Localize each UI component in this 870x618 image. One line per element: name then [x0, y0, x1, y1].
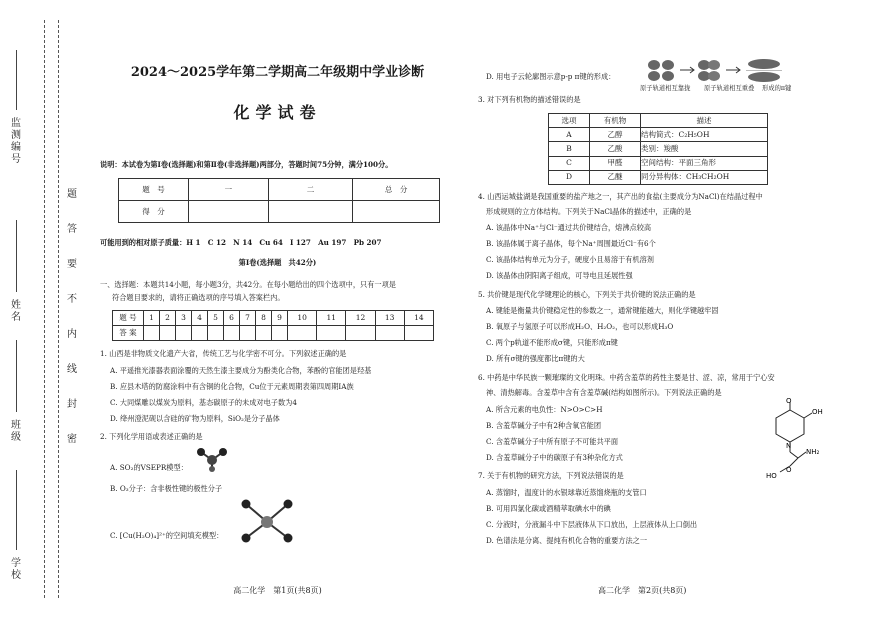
answer-cell[interactable]	[256, 326, 272, 341]
q7-option-b: B. 可用四氯化碳或酒精萃取碘水中的碘	[486, 504, 611, 513]
mimosine-structure-icon	[760, 398, 840, 480]
class-label: 班 级	[11, 420, 21, 443]
mol-label-oh: OH	[812, 408, 823, 416]
q3-cell: A	[549, 128, 590, 142]
q3-cell: 乙酸	[590, 142, 641, 156]
answer-cell[interactable]	[346, 326, 375, 341]
answer-cell[interactable]	[176, 326, 192, 341]
warning-char: 要	[67, 259, 77, 270]
subject-title: 化学试卷	[233, 103, 322, 122]
mol-label-o2: O	[786, 466, 792, 474]
answer-cell[interactable]	[160, 326, 176, 341]
answer-number: 10	[288, 311, 317, 326]
q2-option-b: B. O₃分子：含非极性键的极性分子	[110, 484, 223, 493]
q1-option-b: B. 应县木塔的防腐涂料中有含铜的化合物，Cu位于元素周期表第四周期IA族	[110, 382, 354, 391]
question-3: 3. 对下列有机物的描述错误的是	[478, 95, 581, 104]
q3-cell: 乙醇	[590, 128, 641, 142]
question-6-line-1: 6. 中药是中华民族一颗璀璨的文化明珠。中药含羞草的药性主要是甘、涩、凉，常用于宁心安	[478, 373, 775, 382]
question-2: 2. 下列化学用语或表述正确的是	[100, 432, 203, 441]
q3-cell: 甲醛	[590, 156, 641, 170]
mc-intro-1: 一、选择题：本题共14小题，每小题3分，共42分。在每小题给出的四个选项中，只有一项是	[100, 280, 396, 289]
question-1: 1. 山西是非物质文化遗产大省，传统工艺与化学密不可分。下列叙述正确的是	[100, 349, 347, 358]
q3-cell: C	[549, 156, 590, 170]
answer-cell[interactable]	[404, 326, 433, 341]
answer-number: 8	[256, 311, 272, 326]
q7-option-c: C. 分液时，分液漏斗中下层液体从下口放出，上层液体从上口倒出	[486, 520, 698, 529]
class-line	[16, 340, 17, 412]
mol-label-n: N	[786, 442, 792, 450]
q7-option-a: A. 蒸馏时，温度计的水银球靠近蒸馏烧瓶的支管口	[486, 488, 647, 497]
answer-number: 6	[224, 311, 240, 326]
question-7: 7. 关于有机物的研究方法，下列说法错误的是	[478, 471, 624, 480]
answer-number: 13	[375, 311, 404, 326]
mol-label-nh2: NH₂	[806, 448, 820, 456]
q3-cell: B	[549, 142, 590, 156]
warning-char: 密	[67, 434, 77, 445]
answer-number: 12	[346, 311, 375, 326]
school-label: 学 校	[11, 558, 21, 581]
score-header: 总 分	[353, 179, 440, 201]
mol-label-ho: HO	[766, 472, 777, 480]
q3-cell: 空间结构：平面三角形	[641, 156, 768, 170]
warning-char: 封	[67, 399, 77, 410]
orbital-caption-1: 原子轨道相互靠拢	[640, 85, 691, 92]
orbital-caption-3: 形成的π键	[762, 85, 792, 92]
instructions: 说明：本试卷为第Ⅰ卷(选择题)和第Ⅱ卷(非选择题)两部分，答题时间75分钟，满分100分。	[100, 160, 393, 169]
q3-cell: 类别：羧酸	[641, 142, 768, 156]
supervisor-label: 监测编号	[11, 118, 21, 165]
q5-option-d: D. 所有σ键的强度都比π键的大	[486, 354, 585, 363]
question-4-line-2: 形成规则的立方体结构。下列关于NaCl晶体的描述中，正确的是	[486, 207, 692, 216]
name-label: 姓 名	[11, 300, 21, 323]
score-cell[interactable]	[353, 201, 440, 223]
answer-table	[112, 310, 434, 341]
seal-line	[58, 20, 59, 598]
q3-cell: D	[549, 170, 590, 184]
warning-char: 不	[67, 294, 77, 305]
answer-cell[interactable]	[240, 326, 256, 341]
answer-number: 7	[240, 311, 256, 326]
q3-cell: 同分异构体：CH₃CH₂OH	[641, 170, 768, 184]
vsepr-model-icon	[195, 446, 229, 472]
q2-option-d: D. 用电子云轮廓图示意p-p π键的形成：	[486, 72, 616, 81]
q4-option-d: D. 该晶体由阴阳离子组成，可导电且延展性强	[486, 271, 633, 280]
q6-option-c: C. 含羞草碱分子中所有原子不可能共平面	[486, 437, 619, 446]
question-4-line-1: 4. 山西运城盐湖是我国重要的盐产地之一，其产出的食盐(主要成分为NaCl)在结晶过程中	[478, 192, 763, 201]
q4-option-c: C. 该晶体结构单元为分子，硬度小且易溶于有机溶剂	[486, 255, 654, 264]
answer-cell[interactable]	[375, 326, 404, 341]
space-filling-model-icon	[238, 494, 296, 546]
exam-title: 2024～2025学年第二学期高二年级期中学业诊断	[130, 65, 425, 80]
supervisor-line	[16, 50, 17, 110]
answer-number: 11	[317, 311, 346, 326]
q5-option-c: C. 两个p轨道不能形成σ键，只能形成π键	[486, 338, 618, 347]
name-line	[16, 220, 17, 292]
fold-line	[44, 20, 45, 598]
warning-char: 内	[67, 329, 77, 340]
answer-cell[interactable]	[317, 326, 346, 341]
q3-header: 描述	[641, 114, 768, 128]
page-2	[478, 0, 858, 618]
score-row-label: 得 分	[119, 201, 189, 223]
score-header: 题 号	[119, 179, 189, 201]
mc-intro-2: 符合题目要求的，请将正确选项的序号填入答案栏内。	[112, 293, 285, 302]
warning-char: 答	[67, 224, 77, 235]
answer-number: 3	[176, 311, 192, 326]
q6-option-a: A. 所含元素的电负性：N>O>C>H	[486, 405, 603, 414]
mol-label-o: O	[786, 398, 792, 405]
q6-option-d: D. 含羞草碱分子中的碳原子有3种杂化方式	[486, 453, 623, 462]
q2-option-a: A. SO₂的VSEPR模型：	[110, 463, 188, 472]
orbital-overlap-icon	[642, 58, 792, 84]
answer-cell[interactable]	[224, 326, 240, 341]
page-1	[100, 0, 455, 618]
q3-cell: 乙醚	[590, 170, 641, 184]
answer-header-label: 题 号	[113, 311, 144, 326]
atomic-masses: 可能用到的相对原子质量：H 1 C 12 N 14 Cu 64 I 127 Au 197 Pb 207	[100, 238, 382, 247]
score-cell[interactable]	[189, 201, 269, 223]
q5-option-b: B. 氧原子与氢原子可以形成H₂O、H₂O₂，也可以形成H₃O	[486, 322, 674, 331]
q1-option-d: D. 绛州澄泥砚以含硅的矿物为原料，SiO₂是分子晶体	[110, 414, 280, 423]
answer-row-label: 答 案	[113, 326, 144, 341]
q5-option-a: A. 键能是衡量共价键稳定性的参数之一，通常键能越大，则化学键越牢固	[486, 306, 719, 315]
q3-table	[548, 113, 768, 185]
answer-cell[interactable]	[288, 326, 317, 341]
answer-cell[interactable]	[144, 326, 160, 341]
warning-char: 题	[67, 189, 77, 200]
answer-number: 2	[160, 311, 176, 326]
answer-cell[interactable]	[272, 326, 288, 341]
binding-strip	[0, 0, 80, 618]
section-1-title: 第Ⅰ卷(选择题 共42分)	[238, 258, 317, 267]
q7-option-d: D. 色谱法是分离、提纯有机化合物的重要方法之一	[486, 536, 648, 545]
q4-option-b: B. 该晶体属于离子晶体，每个Na⁺周围最近Cl⁻有6个	[486, 239, 656, 248]
q3-header: 选项	[549, 114, 590, 128]
answer-number: 9	[272, 311, 288, 326]
answer-number: 4	[192, 311, 208, 326]
school-line	[16, 470, 17, 550]
score-cell[interactable]	[268, 201, 353, 223]
q4-option-a: A. 该晶体中Na⁺与Cl⁻通过共价键结合，熔沸点较高	[486, 223, 652, 232]
score-table	[118, 178, 440, 223]
page-1-footer: 高二化学 第1页(共8页)	[233, 586, 322, 595]
score-header: 二	[268, 179, 353, 201]
q6-option-b: B. 含羞草碱分子中有2种含氧官能团	[486, 421, 602, 430]
orbital-caption-2: 原子轨道相互重叠	[704, 85, 755, 92]
q2-option-c: C. [Cu(H₂O)₄]²⁺的空间填充模型：	[110, 531, 224, 540]
question-6-line-2: 神、清热解毒。含羞草中含有含羞草碱(结构如图所示)。下列说法正确的是	[486, 388, 722, 397]
q1-option-a: A. 平遥推光漆器表面涂覆的天然生漆主要成分为酚类化合物，苯酚的官能团是羟基	[110, 366, 372, 375]
answer-cell[interactable]	[208, 326, 224, 341]
answer-cell[interactable]	[192, 326, 208, 341]
q1-option-c: C. 大同煤雕以煤炭为原料，基态碳原子的未成对电子数为4	[110, 398, 297, 407]
answer-number: 14	[404, 311, 433, 326]
q3-header: 有机物	[590, 114, 641, 128]
q3-cell: 结构简式：C₂H₅OH	[641, 128, 768, 142]
score-header: 一	[189, 179, 269, 201]
answer-number: 5	[208, 311, 224, 326]
question-5: 5. 共价键是现代化学键理论的核心，下列关于共价键的说法正确的是	[478, 290, 696, 299]
warning-char: 线	[67, 364, 77, 375]
answer-number: 1	[144, 311, 160, 326]
page-2-footer: 高二化学 第2页(共8页)	[598, 586, 687, 595]
